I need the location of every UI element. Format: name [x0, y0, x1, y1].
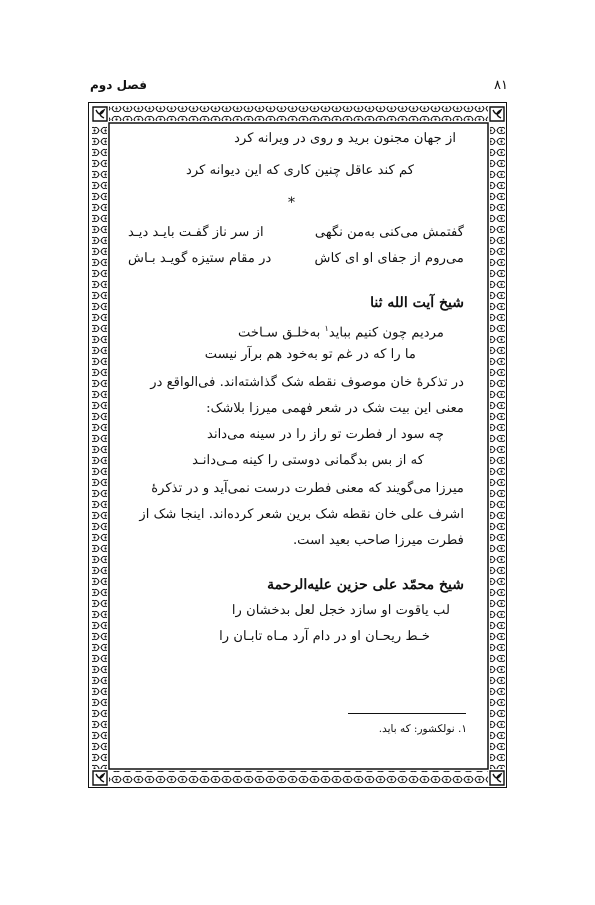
verse-line: که از بس بدگمانی دوستی را کینه مـی‌دانـد	[192, 453, 424, 468]
verse-line: کم کند عاقل چنین کاری که این دیوانه کرد	[186, 163, 414, 178]
section-heading: شیخ محمّد علی حزین علیه‌الرحمة	[267, 577, 464, 593]
prose-line: در تذکرهٔ خان موصوف نقطه شک گذاشته‌اند. فی‌الواقع در	[150, 375, 464, 390]
verse-line: ما را که در غم تو به‌خود هم برآر نیست	[204, 347, 416, 362]
couplet-hemistich: گفتمش می‌کنی به‌من نگهی	[314, 225, 464, 240]
footnote-marker: ۱	[324, 324, 329, 333]
prose-line: اشرف علی خان نقطه شک برین شعر کرده‌اند. اینجا شک از	[139, 507, 464, 522]
verse-line: لب یاقوت او سازد خجل لعل بدخشان را	[231, 603, 450, 618]
page-body	[128, 126, 464, 756]
verse-line: چه سود ار فطرت تو راز را در سینه می‌داند	[207, 427, 444, 442]
page-header	[90, 78, 508, 98]
prose-line: فطرت میرزا صاحب بعید است.	[292, 533, 464, 548]
couplet-hemistich: در مقام ستیزه گویـد بـاش	[128, 251, 272, 266]
verse-line: خـط ریحـان او در دام آرد مـاه تابـان را	[219, 629, 430, 644]
section-heading: شیخ آیت الله ثنا	[370, 295, 464, 311]
prose-line: معنی این بیت شک در شعر فهمی میرزا بلاشک:	[206, 401, 464, 416]
footnote-divider	[348, 713, 466, 714]
footnote: ۱. نولکشور: که باید.	[378, 723, 467, 735]
page-number: ۸۱	[494, 78, 508, 93]
couplet-hemistich: از سر ناز گفـت بایـد دیـد	[128, 225, 264, 240]
couplet-hemistich: می‌روم از جفای او ای کاش	[314, 251, 464, 266]
chapter-title: فصل دوم	[90, 78, 147, 92]
verse-line: از جهان مجنون برید و روی در ویرانه کرد	[234, 131, 456, 146]
verse-line: مردیم چون کنیم بباید$^۱$ به‌خلـق سـاخت	[237, 324, 444, 341]
section-separator: *	[288, 195, 295, 211]
prose-line: میرزا می‌گویند که معنی فطرت درست نمی‌آید و در تذکرهٔ	[151, 481, 464, 496]
